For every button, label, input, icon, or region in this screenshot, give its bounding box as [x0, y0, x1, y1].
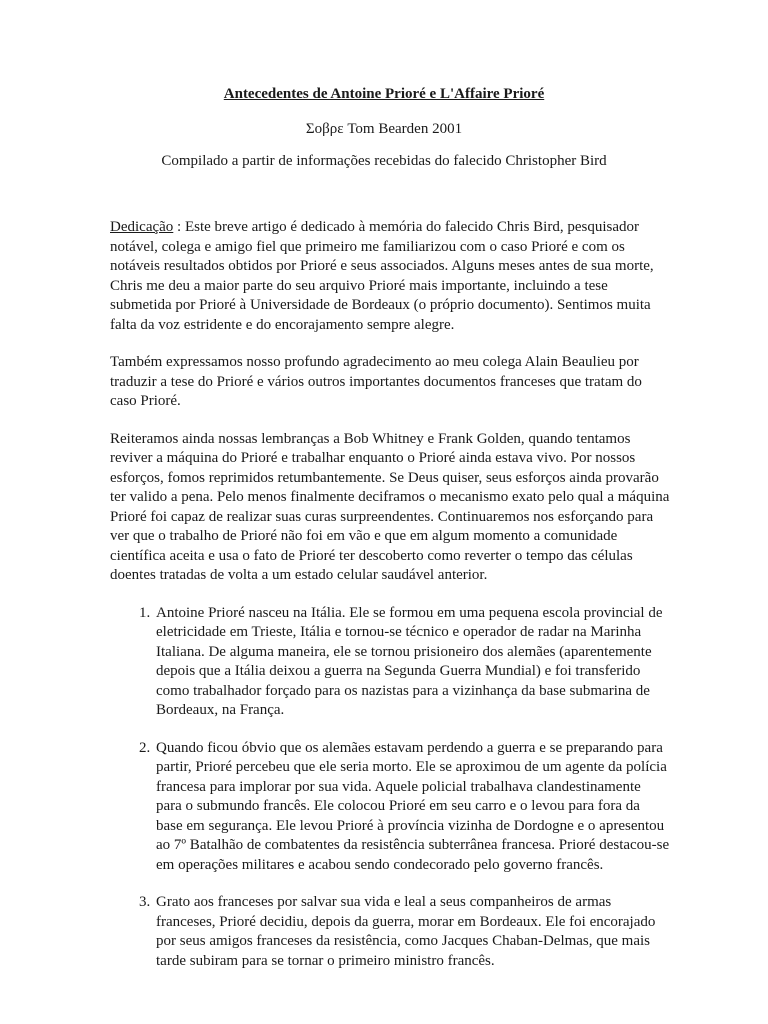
copyright-line: [0, 121, 768, 138]
copyright-text: Tom Bearden 2001: [347, 121, 463, 137]
document-title: Antecedentes de Antoine Prioré e L'Affaire Prioré: [223, 86, 545, 102]
document-body: [110, 218, 670, 989]
numbered-list: [110, 604, 670, 972]
dedication-text: : Este breve artigo é dedicado à memória do falecido Chris Bird, pesquisador notável, colega e amigo fiel que primeiro me familiarizou com o caso Prioré e com os notáveis resultados obtidos por Prioré e seus associados. Alguns meses antes de sua morte, Chris me deu a maior parte do seu arquivo Prioré mais importante, incluindo a tese submetida por Prioré à Universidade de Bordeaux (o próprio documento). Sentimos muita falta da voz estridente e do encorajamento sempre alegre.: [110, 219, 654, 333]
compiled-note: Compilado a partir de informações recebidas do falecido Christopher Bird: [161, 153, 607, 169]
remembrance-paragraph: Reiteramos ainda nossas lembranças a Bob Whitney e Frank Golden, quando tentamos reviver a máquina do Prioré e trabalhar enquanto o Prioré ainda estava vivo. Por nossos esforços, fomos reprimidos retumbantemente. Se Deus quiser, seus esforços ainda provarão ter valido a pena. Pelo menos finalmente deciframos o mecanismo exato pelo qual a máquina Prioré foi capaz de realizar suas curas surpreendentes. Continuaremos nos esforçando para ver que o trabalho de Prioré não foi em vão e que em algum momento a comunidade científica aceita e usa o fato de Prioré ter descoberto como reverter o tempo das células doentes tratadas de volta a um estado celular saudável anterior.: [110, 430, 670, 583]
list-item: 1. Antoine Prioré nasceu na Itália. Ele se formou em uma pequena escola provincial de eletricidade em Trieste, Itália e tornou-se técnico e operador de radar na Marinha Italiana. De alguma maneira, ele se tornou prisioneiro dos alemães (aparentemente depois que a Itália deixou a guerra na Segunda Guerra Mundial) e foi transferido como trabalhador forçado para os nazistas para a vizinhança da base submarina de Bordeaux, na França.: [154, 604, 670, 721]
dedication-label: Dedicação: [110, 219, 174, 235]
list-item: 2. Quando ficou óbvio que os alemães estavam perdendo a guerra e se preparando para partir, Prioré percebeu que ele seria morto. Ele se aproximou de um agente da polícia francesa para implorar por sua vida. Aquele policial trabalhava clandestinamente para o submundo francês. Ele colocou Prioré em seu carro e o levou para fora da base em segurança. Ele levou Prioré à província vizinha de Dordogne e o apresentou ao 7º Batalhão de combatentes da resistência subterrânea francesa. Prioré destacou-se em operações militares e acabou sendo condecorado pelo governo francês.: [154, 739, 670, 876]
copyright-symbol: Σοβρε: [305, 121, 344, 137]
dedication-paragraph: [110, 218, 670, 335]
acknowledgement-paragraph: Também expressamos nosso profundo agradecimento ao meu colega Alain Beaulieu por traduzir a tese do Prioré e vários outros importantes documentos franceses que tratam do caso Prioré.: [110, 354, 642, 409]
list-item: 3. Grato aos franceses por salvar sua vida e leal a seus companheiros de armas franceses, Prioré decidiu, depois da guerra, morar em Bordeaux. Ele foi encorajado por seus amigos franceses da resistência, como Jacques Chaban-Delmas, que mais tarde subiram para se tornar o primeiro ministro francês.: [154, 893, 670, 971]
